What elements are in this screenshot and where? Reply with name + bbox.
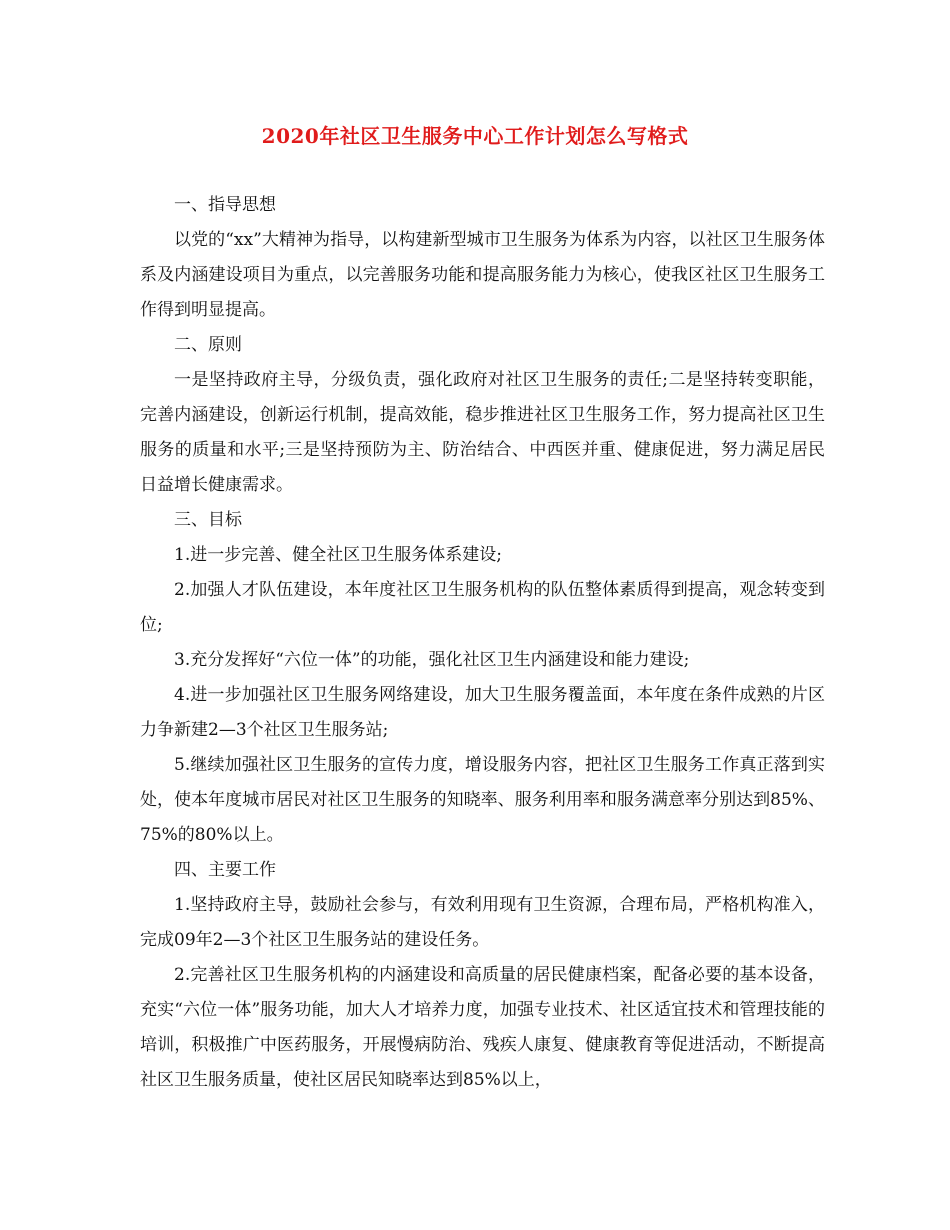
section-heading-goals: 三、目标: [174, 510, 242, 530]
paragraph: 一是坚持政府主导，分级负责，强化政府对社区卫生服务的责任;二是坚持转变职能，完善内涵建设，创新运行机制，提高效能，稳步推进社区卫生服务工作，努力提高社区卫生服务的质量和水平;三是坚持预防为主、防治结合、中西医并重、健康促进，努力满足居民日益增长健康需求。: [140, 370, 825, 495]
document-title: 2020年社区卫生服务中心工作计划怎么写格式: [261, 124, 689, 148]
document-body: [140, 188, 825, 1098]
section-heading-principles: 二、原则: [174, 335, 242, 355]
list-item: 5.继续加强社区卫生服务的宣传力度，增设服务内容，把社区卫生服务工作真正落到实处，使本年度城市居民对社区卫生服务的知晓率、服务利用率和服务满意率分别达到85%、75%的80%以上。: [140, 755, 825, 845]
list-item: 2.加强人才队伍建设，本年度社区卫生服务机构的队伍整体素质得到提高，观念转变到位;: [140, 580, 825, 635]
list-item: 3.充分发挥好“六位一体”的功能，强化社区卫生内涵建设和能力建设;: [174, 650, 690, 670]
section-heading-guiding-ideology: 一、指导思想: [174, 195, 276, 215]
list-item: 4.进一步加强社区卫生服务网络建设，加大卫生服务覆盖面，本年度在条件成熟的片区力争新建2—3个社区卫生服务站;: [140, 685, 825, 740]
paragraph: 以党的“xx”大精神为指导，以构建新型城市卫生服务为体系为内容，以社区卫生服务体系及内涵建设项目为重点，以完善服务功能和提高服务能力为核心，使我区社区卫生服务工作得到明显提高。: [140, 230, 825, 320]
section-heading-main-work: 四、主要工作: [174, 860, 276, 880]
list-item: 2.完善社区卫生服务机构的内涵建设和高质量的居民健康档案，配备必要的基本设备，充实“六位一体”服务功能，加大人才培养力度，加强专业技术、社区适宜技术和管理技能的培训，积极推广中医药服务，开展慢病防治、残疾人康复、健康教育等促进活动，不断提高社区卫生服务质量，使社区居民知晓率达到85%以上，: [140, 965, 825, 1090]
list-item: 1.坚持政府主导，鼓励社会参与，有效利用现有卫生资源，合理布局，严格机构准入，完成09年2—3个社区卫生服务站的建设任务。: [140, 895, 825, 950]
list-item: 1.进一步完善、健全社区卫生服务体系建设;: [174, 545, 502, 565]
